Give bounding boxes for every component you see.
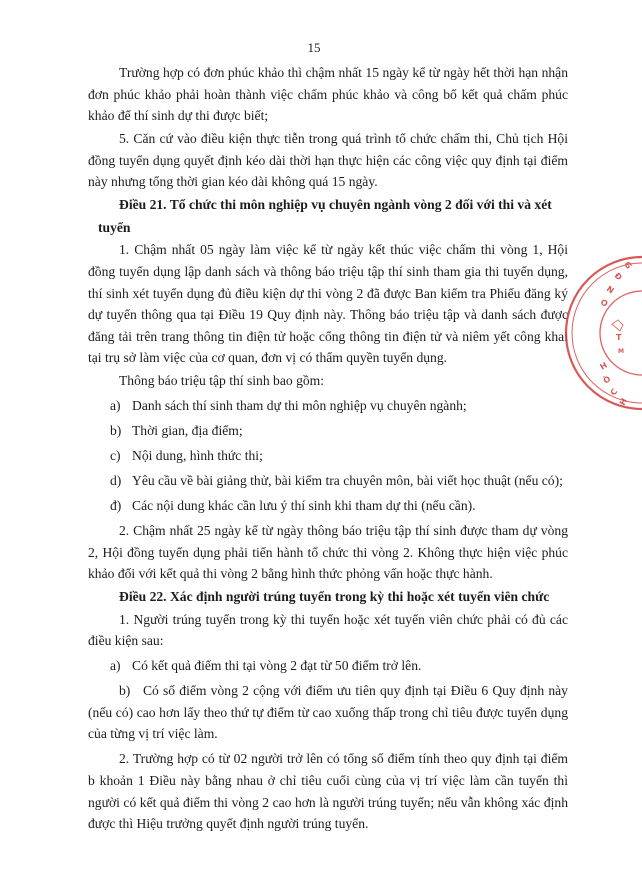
paragraph: Trường hợp có đơn phúc khảo thì chậm nhất 15 ngày kể từ ngày hết thời hạn nhận đơn phúc khảo phải hoàn thành việc chấm phúc khảo và công bố kết quả chấm phúc khảo để thí sinh dự thi được biết;: [88, 65, 568, 124]
paragraph: 2. Chậm nhất 25 ngày kể từ ngày thông báo triệu tập thí sinh được tham dự vòng 2, Hội đồng tuyển dụng phải tiến hành tổ chức thi vòng 2. Không thực hiện việc phúc khảo đối với kết quả thi vòng 2 bằng hình thức phỏng vấn hoặc thực hành.: [88, 522, 568, 582]
svg-text:Ô: Ô: [601, 374, 613, 386]
list-item: [110, 495, 568, 517]
paragraph: 1. Chậm nhất 05 ngày làm việc kể từ ngày kết thúc việc chấm thi vòng 1, Hội đồng tuyển dụng lập danh sách và thông báo triệu tập thí sinh tham gia thi tuyển dụng, thí sinh xét tuyển dụng đủ điều kiện dự thi vòng 2 đã được Ban kiểm tra Phiếu đăng ký dự tuyển thông qua tại Điều 19 Quy định này. Thông báo triệu tập và danh sách được đăng tải trên trang thông tin điện tử hoặc cổng thông tin điện tử và niêm yết công khai tại trụ sở làm việc của cơ quan, đơn vị có thẩm quyền tuyển dụng.: [88, 242, 568, 366]
list-marker: b): [119, 683, 131, 699]
list-item-b: [88, 680, 568, 745]
document-body: [88, 62, 568, 836]
paragraph: 2. Trường hợp có từ 02 người trở lên có tổng số điểm tính theo quy định tại điểm b khoản 1 Điều này bằng nhau ở chỉ tiêu cuối cùng của vị trí việc làm cần tuyển thì người có kết quả điểm thi vòng 2 cao hơn là người trúng tuyển; nếu vẫn không xác định được thì Hiệu trưởng quyết định người trúng tuyển.: [88, 751, 568, 832]
paragraph: 5. Căn cứ vào điều kiện thực tiễn trong quá trình tổ chức chấm thi, Chủ tịch Hội đồng tuyển dụng quyết định kéo dài thời hạn thực hiện các công việc quy định tại điểm này nhưng tổng thời gian kéo dài không quá 15 ngày.: [88, 130, 568, 190]
official-seal: [584, 228, 642, 438]
list-text: Có kết quả điểm thi tại vòng 2 đạt từ 50 điểm trở lên.: [132, 658, 422, 674]
svg-text:O: O: [599, 297, 610, 309]
list-item: [110, 420, 568, 442]
list-item: [88, 655, 568, 677]
page-number: 15: [307, 40, 321, 55]
svg-text:C: C: [608, 386, 620, 398]
article-22-title: Điều 22. Xác định người trúng tuyển trong kỳ thi hoặc xét tuyển viên chức: [119, 588, 550, 604]
list-marker: a): [110, 658, 121, 674]
svg-text:M: M: [618, 348, 624, 355]
svg-text:G: G: [622, 259, 634, 271]
notice-list: [88, 395, 568, 517]
article-21-title: Điều 21. Tổ chức thi môn nghiệp vụ chuyên ngành vòng 2 đối với thi và xét: [119, 196, 552, 212]
list-marker: a): [110, 398, 121, 414]
list-text: Có số điểm vòng 2 cộng với điểm ưu tiên quy định tại Điều 6 Quy định này (nếu có) cao hơn lấy theo thứ tự điểm từ cao xuống thấp trong chỉ tiêu được tuyển dụng của từng vị trí việc làm.: [88, 683, 568, 742]
article-21-title-cont: tuyển: [98, 219, 131, 235]
svg-text:N: N: [604, 284, 616, 296]
paragraph: 1. Người trúng tuyển trong kỳ thi tuyển hoặc xét tuyển viên chức phải có đủ các điều kiện sau:: [88, 611, 568, 649]
list-item: [110, 445, 568, 467]
list-text: Thời gian, địa điểm;: [132, 423, 243, 439]
list-text: Yêu cầu về bài giảng thử, bài kiểm tra chuyên môn, bài viết học thuật (nếu có);: [132, 473, 563, 488]
list-marker: đ): [110, 497, 122, 513]
conditions-list: [88, 655, 568, 745]
list-item: [110, 395, 568, 417]
list-marker: b): [110, 423, 122, 439]
notice-intro: Thông báo triệu tập thí sinh bao gồm:: [119, 373, 325, 389]
svg-text:Đ: Đ: [612, 271, 624, 283]
list-text: Danh sách thí sinh tham dự thi môn nghiệp vụ chuyên ngành;: [132, 398, 467, 414]
list-item: [110, 470, 568, 492]
svg-text:T: T: [616, 333, 622, 342]
svg-text:H: H: [617, 396, 630, 407]
list-marker: c): [110, 448, 121, 464]
list-marker: d): [110, 473, 122, 488]
list-text: Nội dung, hình thức thi;: [132, 448, 263, 464]
list-text: Các nội dung khác cần lưu ý thí sinh khi tham dự thi (nếu cần).: [132, 497, 476, 513]
svg-text:H: H: [598, 360, 609, 372]
